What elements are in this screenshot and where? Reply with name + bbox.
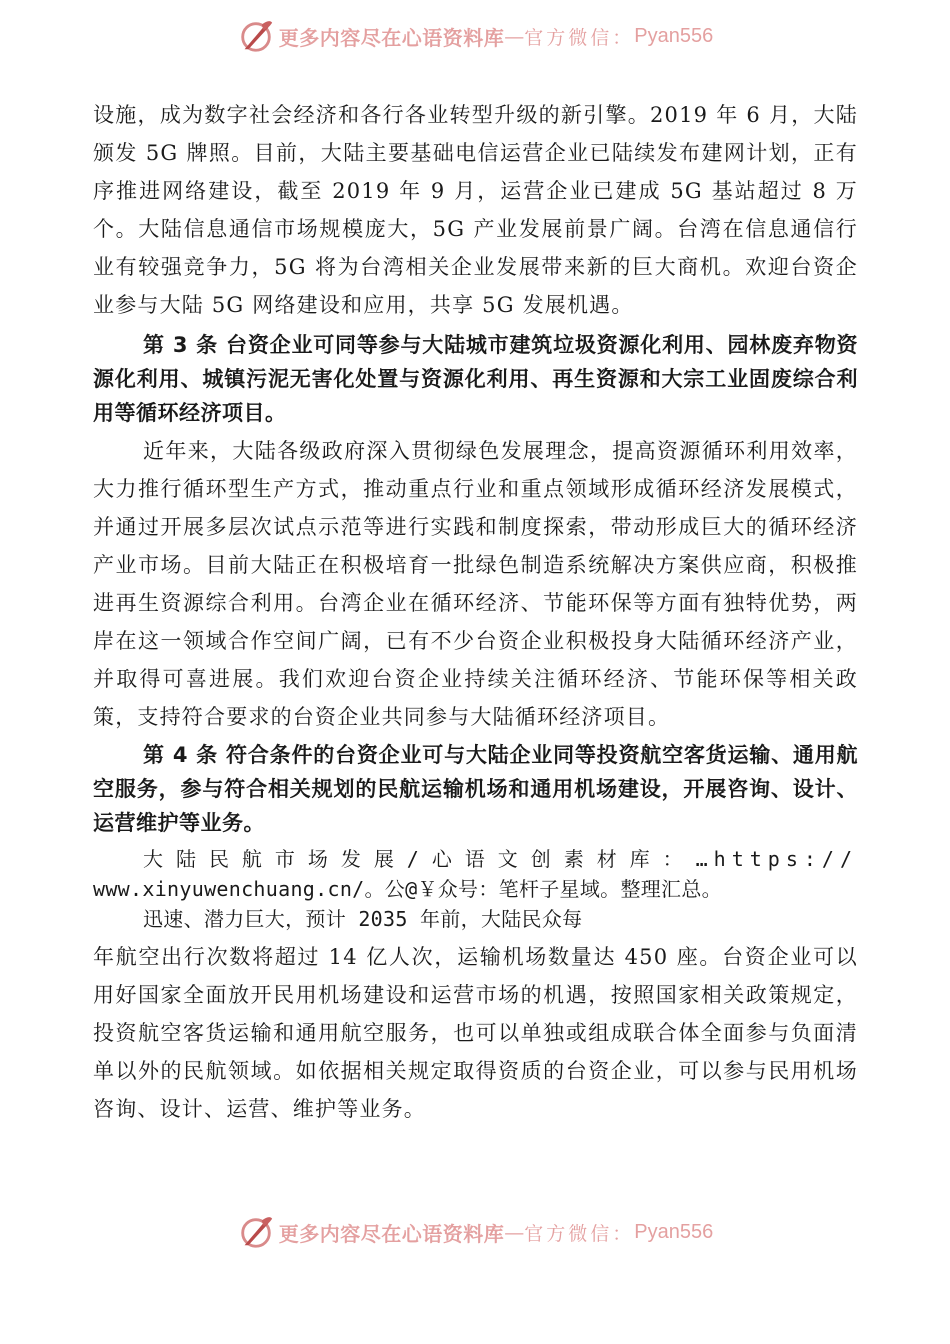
footer-banner — [0, 1212, 950, 1252]
watermark-line-3: 迅速、潜力巨大，预计 2035 年前，大陆民众每 — [143, 907, 583, 931]
header-banner — [0, 16, 950, 56]
banner-subtitle: 官方微信： — [524, 1222, 635, 1245]
document-body — [93, 96, 858, 1128]
article-4-heading: 第 4 条 符合条件的台资企业可与大陆企业同等投资航空客货运输、通用航空服务，参与符合相关规划的民航运输机场和通用机场建设，开展咨询、设计、运营维护等业务。 — [93, 743, 858, 835]
quill-pen-logo-icon — [237, 1213, 275, 1251]
watermark-line-2: www.xinyuwenchuang.cn/。公@￥众号：笔杆子星域。整理汇总。 — [93, 877, 722, 901]
banner-wechat-id: Pyan556 — [634, 1220, 714, 1243]
banner-separator: — — [504, 1220, 525, 1244]
banner-subtitle: 官方微信： — [524, 26, 635, 49]
watermark-line-1: 大陆民航市场发展/心语文创素材库：…https:// — [143, 847, 858, 871]
banner-title: 更多内容尽在心语资料库 — [278, 25, 505, 50]
banner-separator: — — [504, 24, 525, 48]
banner-title: 更多内容尽在心语资料库 — [278, 1221, 505, 1246]
paragraph-circular-economy: 近年来，大陆各级政府深入贯彻绿色发展理念，提高资源循环利用效率，大力推行循环型生产方式，推动重点行业和重点领域形成循环经济发展模式，并通过开展多层次试点示范等进行实践和制度探索，带动形成巨大的循环经济产业市场。目前大陆正在积极培育一批绿色制造系统解决方案供应商，积极推进再生资源综合利用。台湾企业在循环经济、节能环保等方面有独特优势，两岸在这一领域合作空间广阔，已有不少台资企业积极投身大陆循环经济产业，并取得可喜进展。我们欢迎台资企业持续关注循环经济、节能环保等相关政策，支持符合要求的台资企业共同参与大陆循环经济项目。 — [93, 439, 858, 729]
paragraph-aviation: 年航空出行次数将超过 14 亿人次，运输机场数量达 450 座。台资企业可以用好国家全面放开民用机场建设和运营市场的机遇，按照国家相关政策规定，投资航空客货运输和通用航空服务，也可以单独或组成联合体全面参与负面清单以外的民航领域。如依据相关规定取得资质的台资企业，可以参与民用机场咨询、设计、运营、维护等业务。 — [93, 945, 858, 1121]
quill-pen-logo-icon — [237, 17, 275, 55]
article-3-heading: 第 3 条 台资企业可同等参与大陆城市建筑垃圾资源化利用、园林废弃物资源化利用、城镇污泥无害化处置与资源化利用、再生资源和大宗工业固废综合利用等循环经济项目。 — [93, 333, 858, 425]
paragraph-5g: 设施，成为数字社会经济和各行各业转型升级的新引擎。2019 年 6 月，大陆颁发 5G 牌照。目前，大陆主要基础电信运营企业已陆续发布建网计划，正有序推进网络建设，截至 2019 年 9 月，运营企业已建成 5G 基站超过 8 万个。大陆信息通信市场规模庞大，5G 产业发展前景广阔。台湾在信息通信行业有较强竞争力，5G 将为台湾相关企业发展带来新的巨大商机。欢迎台资企业参与大陆 5G 网络建设和应用，共享 5G 发展机遇。 — [93, 103, 858, 317]
banner-wechat-id: Pyan556 — [634, 24, 714, 47]
